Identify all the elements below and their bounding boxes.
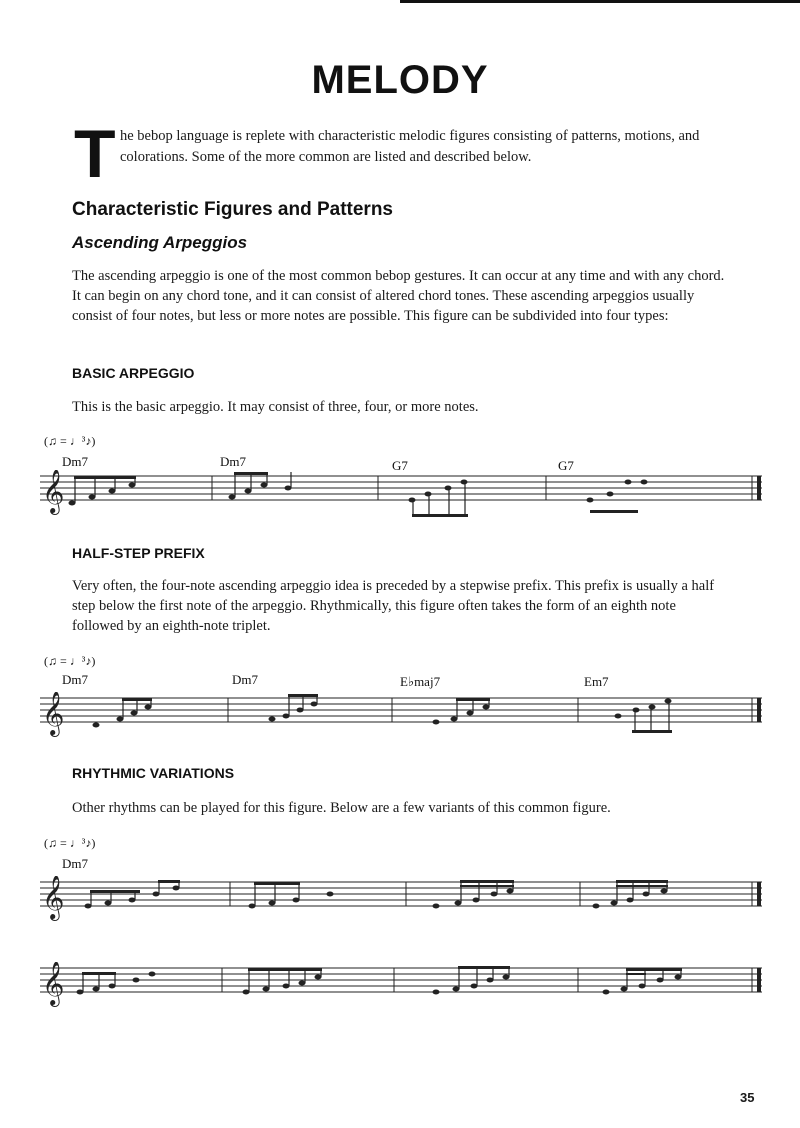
- subsection-text: The ascending arpeggio is one of the most common bebop gestures. It can occur at any time and with any chord. It can begin on any chord tone, and it can consist of altered chord tones. These ascending arpeggios usually consist of four notes, but less or more notes are possible. This figure can be subdivided into four types:: [72, 268, 725, 324]
- swing-marking: (♫ = ♩³♪): [44, 836, 96, 850]
- subsection-heading: Ascending Arpeggios: [72, 233, 248, 252]
- page-number: 35: [740, 1090, 755, 1105]
- rhythmic-variations-heading: RHYTHMIC VARIATIONS: [72, 765, 235, 781]
- chord-symbol: G7: [558, 458, 574, 473]
- rhythmic-variations-text: Other rhythms can be played for this figure. Below are a few variants of this common figure.: [72, 800, 611, 816]
- swing-marking: (♫ = ♩³♪): [44, 654, 96, 668]
- svg-text:𝄞: 𝄞: [42, 692, 65, 735]
- svg-text:𝄞: 𝄞: [42, 470, 65, 513]
- chord-symbol: Em7: [584, 674, 609, 689]
- swing-marking: (♫ = ♩³♪): [44, 434, 96, 448]
- music-staff-half-step-prefix: [0, 692, 800, 744]
- music-staff-basic-arpeggio: [0, 470, 800, 520]
- intro-text: he bebop language is replete with characteristic melodic figures consisting of patterns, motions, and colorations. Some of the more common are listed and described below.: [120, 128, 700, 165]
- basic-arpeggio-heading: BASIC ARPEGGIO: [72, 365, 195, 381]
- chord-symbol: E♭maj7: [400, 674, 441, 689]
- chord-symbol: Dm7: [62, 454, 88, 469]
- svg-text:𝄞: 𝄞: [42, 962, 65, 1005]
- half-step-prefix-text: Very often, the four-note ascending arpeggio idea is preceded by a stepwise prefix. This prefix is usually a half step below the first note of the arpeggio. Rhythmically, this figure often takes the form of an eighth note followed by an eighth-note triplet.: [72, 578, 715, 634]
- chord-symbol: Dm7: [62, 672, 88, 687]
- svg-text:𝄞: 𝄞: [42, 876, 65, 919]
- drop-cap: T: [74, 116, 116, 192]
- chord-symbol: G7: [392, 458, 408, 473]
- chord-symbol: Dm7: [232, 672, 258, 687]
- section-heading: Characteristic Figures and Patterns: [72, 199, 393, 220]
- chord-symbol: Dm7: [62, 856, 88, 871]
- top-rule: [400, 0, 800, 3]
- chord-symbol: Dm7: [220, 454, 246, 469]
- page-title: MELODY: [311, 58, 489, 102]
- basic-arpeggio-text: This is the basic arpeggio. It may consist of three, four, or more notes.: [72, 399, 479, 415]
- music-staff-rhythmic-variations-1: [0, 876, 800, 926]
- half-step-prefix-heading: HALF-STEP PREFIX: [72, 545, 205, 561]
- music-staff-rhythmic-variations-2: [0, 962, 800, 1012]
